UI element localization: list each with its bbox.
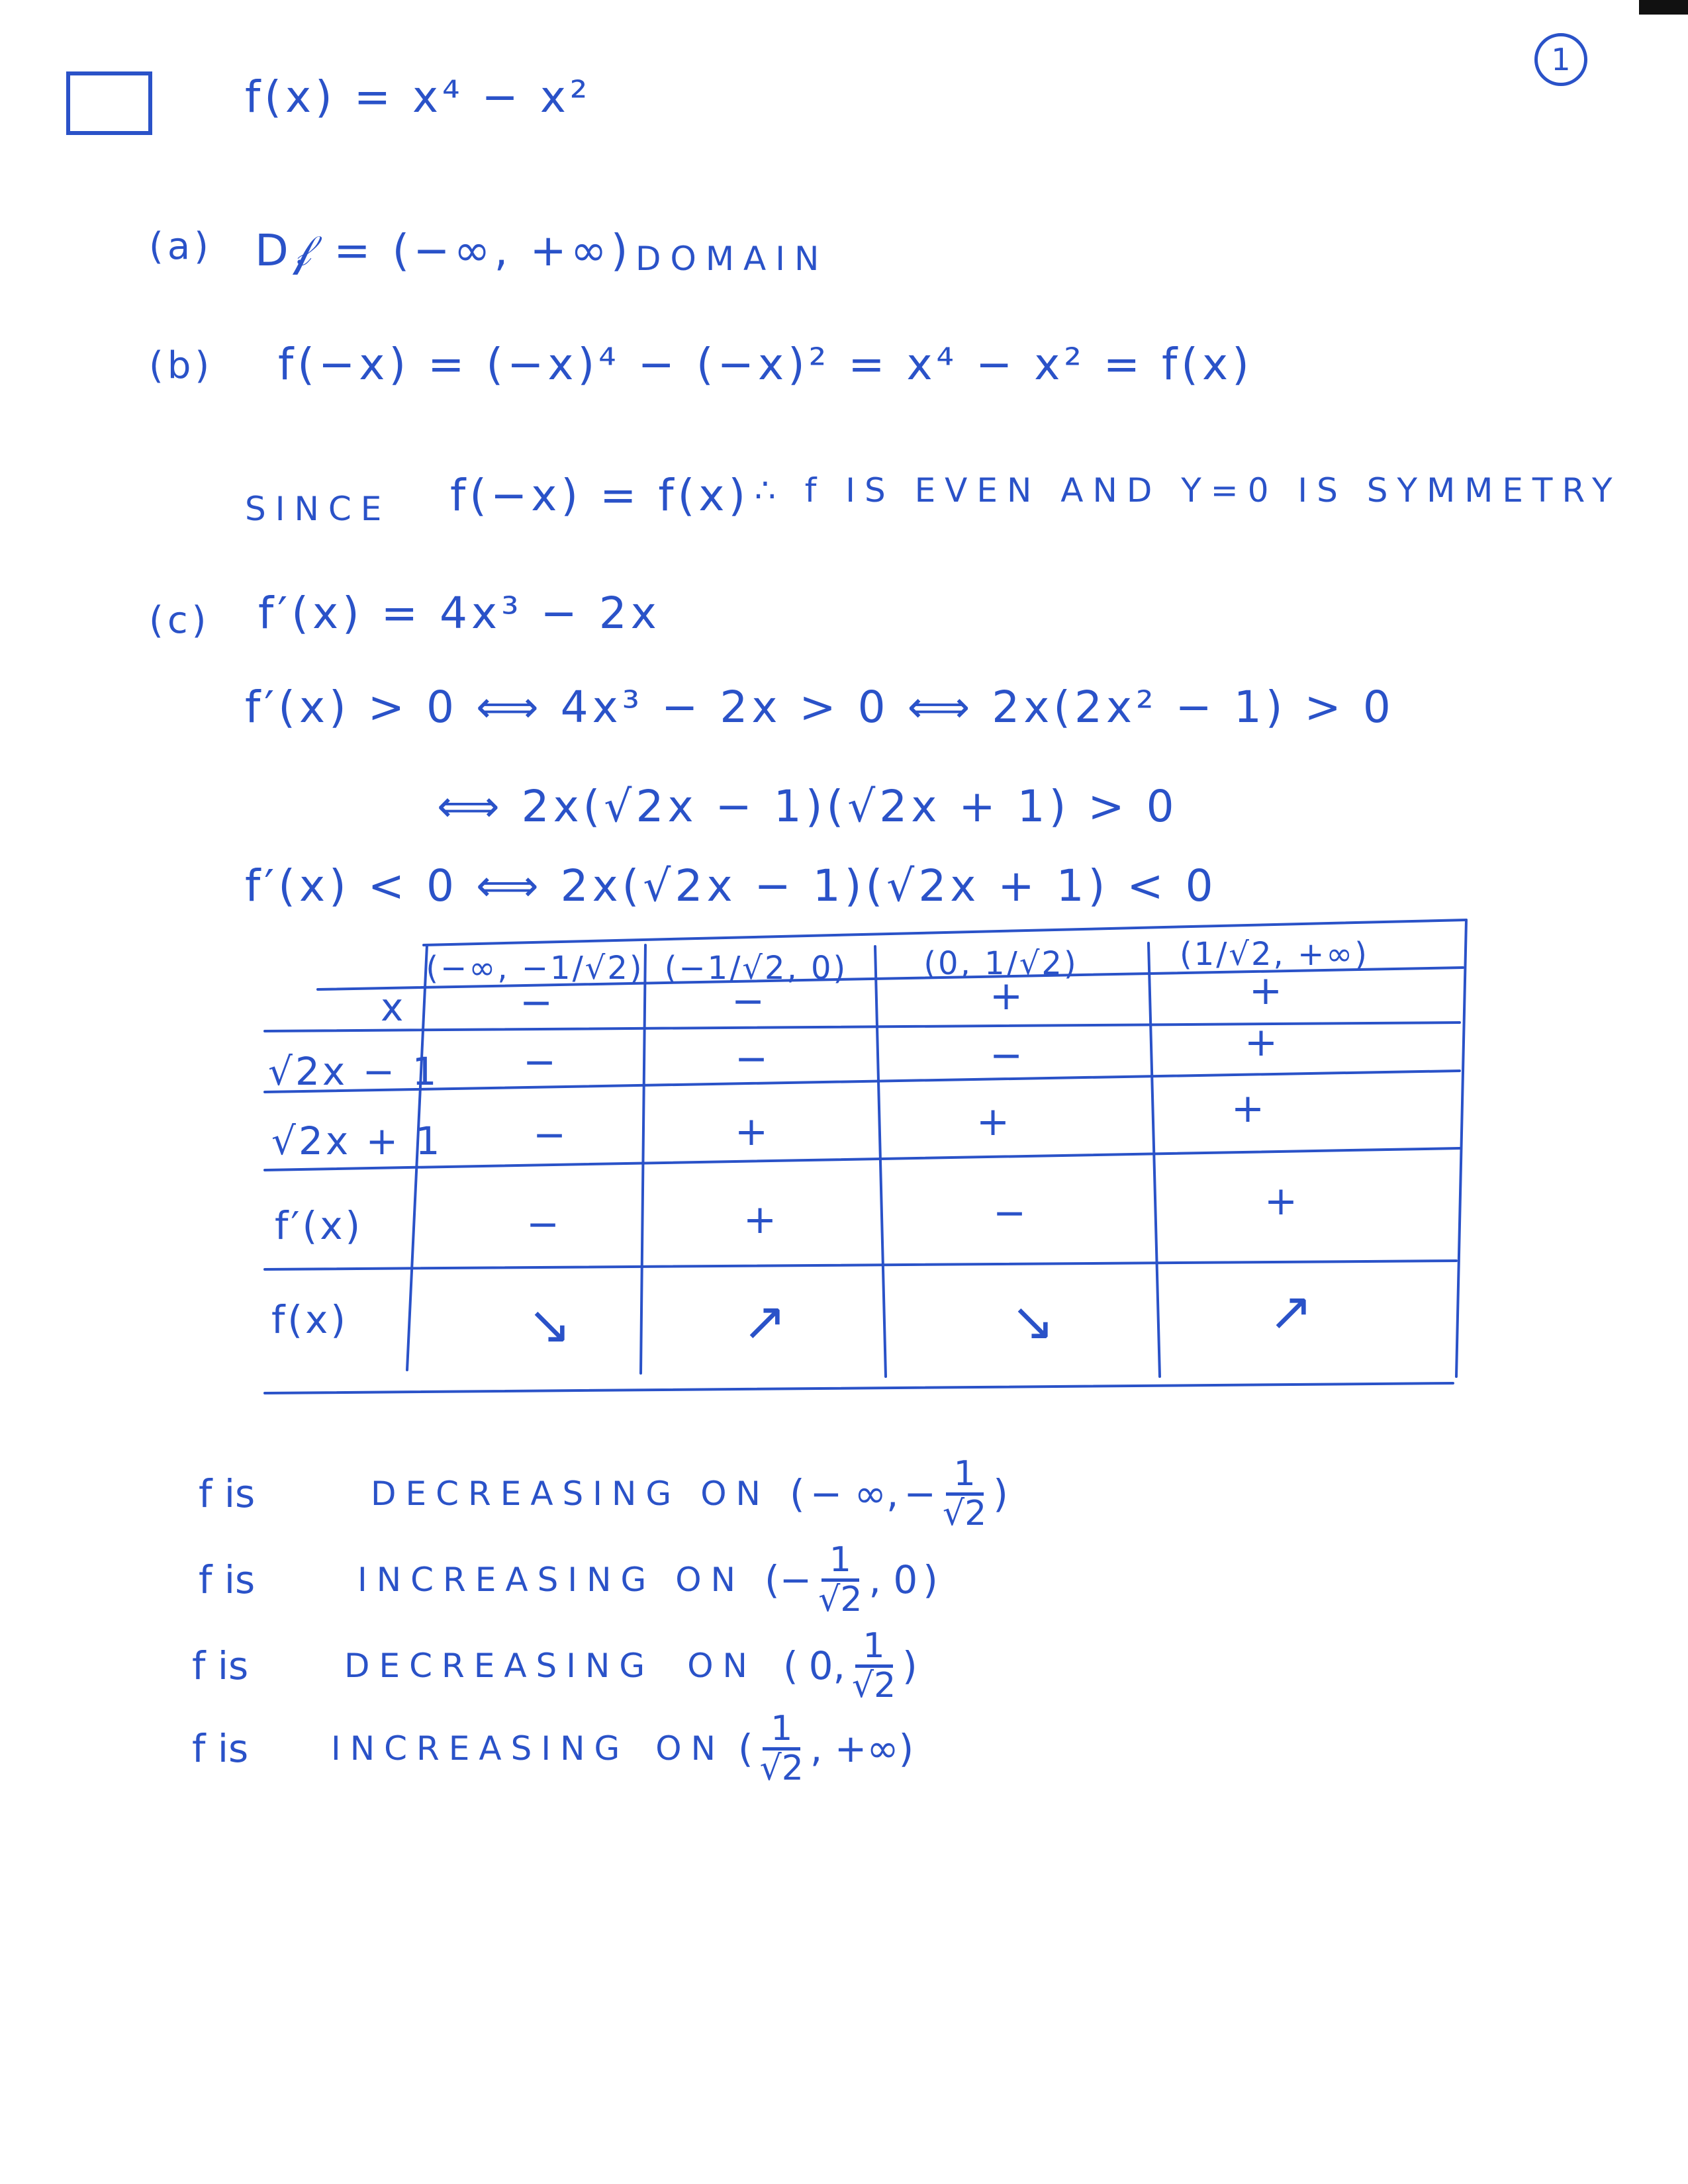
function-definition: f(x) = x⁴ − x² <box>245 71 592 122</box>
row-label-fprime: f′(x) <box>275 1203 363 1248</box>
sign-cell: − <box>526 1201 560 1248</box>
sign-cell: + <box>1231 1085 1265 1132</box>
part-a-domain: D𝒻 = (−∞, +∞) <box>255 225 632 276</box>
sign-cell: − <box>522 1039 557 1085</box>
conclusion-lead: f is <box>199 1471 256 1517</box>
fraction-num: 1 <box>763 1711 800 1751</box>
interval-header-3: (0, 1/√2) <box>923 945 1078 982</box>
trend-arrow: ↗ <box>1268 1281 1313 1342</box>
sign-cell: − <box>734 1036 769 1082</box>
conclusion-open: ( <box>738 1726 753 1772</box>
fraction <box>818 1542 862 1617</box>
conclusion-open: ( <box>765 1557 780 1603</box>
conclusion-right: , 0 <box>868 1557 918 1603</box>
conclusion-close: ) <box>898 1726 914 1772</box>
fraction <box>760 1711 804 1786</box>
sign-cell: + <box>1244 1019 1278 1066</box>
part-b-lead: SINCE <box>245 490 391 528</box>
part-b-equation: f(−x) = (−x)⁴ − (−x)² = x⁴ − x² = f(x) <box>278 339 1253 390</box>
fraction-num: 1 <box>821 1542 859 1582</box>
sign-cell: + <box>1264 1178 1298 1224</box>
trend-arrow: ↘ <box>527 1294 572 1355</box>
sign-cell: + <box>743 1197 777 1243</box>
page-number: 1 <box>1551 42 1571 77</box>
sign-cell: − <box>992 1190 1027 1236</box>
part-b-label: (b) <box>149 344 214 387</box>
part-c-pos-line1: f′(x) > 0 ⟺ 4x³ − 2x > 0 ⟺ 2x(2x² − 1) > 0 <box>245 682 1395 733</box>
sign-cell: + <box>1248 968 1283 1014</box>
fraction-den: √2 <box>851 1665 896 1706</box>
conclusion-on: ON <box>675 1561 745 1600</box>
interval-header-1: (−∞, −1/√2) <box>426 950 644 987</box>
fraction-den: √2 <box>943 1493 987 1533</box>
conclusion-right: , +∞ <box>810 1726 899 1772</box>
conclusion-close: ) <box>902 1643 917 1689</box>
part-c-pos-line2: ⟺ 2x(√2x − 1)(√2x + 1) > 0 <box>437 781 1178 832</box>
conclusion-lead: f is <box>199 1557 256 1603</box>
sign-cell: + <box>976 1099 1010 1145</box>
conclusion-open: ( <box>789 1471 805 1517</box>
part-a-note: DOMAIN <box>635 240 829 278</box>
conclusion-left: 0, <box>808 1643 845 1689</box>
part-c-neg-line: f′(x) < 0 ⟺ 2x(√2x − 1)(√2x + 1) < 0 <box>245 860 1217 911</box>
sign-cell: − <box>519 979 553 1026</box>
fraction-den: √2 <box>818 1579 863 1619</box>
conclusion-open: ( <box>782 1643 798 1689</box>
conclusion-word: DECREASING <box>371 1475 681 1514</box>
sign-cell: + <box>734 1109 769 1155</box>
row-label-sqrt2x-minus-1: √2x − 1 <box>268 1049 440 1094</box>
part-c-label: (c) <box>149 599 211 642</box>
trend-arrow: ↗ <box>742 1291 787 1352</box>
conclusion-line <box>192 1711 914 1786</box>
conclusion-line <box>192 1628 917 1704</box>
conclusion-on: ON <box>655 1729 725 1768</box>
conclusion-close: ) <box>993 1471 1008 1517</box>
sign-cell: − <box>731 978 765 1024</box>
conclusion-left: − ∞, <box>810 1471 899 1517</box>
row-label-f: f(x) <box>271 1297 348 1342</box>
conclusion-line <box>199 1456 1008 1531</box>
fraction <box>852 1628 896 1704</box>
row-label-sqrt2x-plus-1: √2x + 1 <box>271 1118 443 1163</box>
fraction-num: 1 <box>855 1628 893 1668</box>
part-a-label: (a) <box>149 225 213 268</box>
interval-header-4: (1/√2, +∞) <box>1179 936 1370 973</box>
conclusion-word: DECREASING <box>344 1647 655 1686</box>
fraction <box>943 1456 986 1531</box>
fraction-num: 1 <box>946 1456 984 1496</box>
conclusion-lead: f is <box>192 1726 249 1772</box>
conclusion-word: INCREASING <box>357 1561 656 1600</box>
conclusion-line <box>199 1542 938 1617</box>
conclusion-on: ON <box>687 1647 757 1686</box>
conclusion-close: ) <box>923 1557 938 1603</box>
sign-cell: − <box>532 1112 567 1158</box>
conclusion-word: INCREASING <box>331 1729 630 1768</box>
conclusion-mid: − <box>779 1557 812 1603</box>
conclusion-lead: f is <box>192 1643 249 1689</box>
part-b-conclusion-text: ∴ f IS EVEN AND Y=0 IS SYMMETRY <box>755 471 1622 510</box>
part-b-conclusion-eq: f(−x) = f(x) <box>450 470 750 521</box>
row-label-x: x <box>381 985 406 1030</box>
conclusion-on: ON <box>700 1475 770 1514</box>
sign-cell: + <box>989 973 1023 1019</box>
trend-arrow: ↘ <box>1010 1291 1055 1352</box>
part-c-derivative: f′(x) = 4x³ − 2x <box>258 588 661 639</box>
interval-header-2: (−1/√2, 0) <box>664 950 848 987</box>
fraction-den: √2 <box>759 1748 804 1788</box>
sign-cell: − <box>989 1032 1023 1079</box>
conclusion-mid: − <box>904 1471 936 1517</box>
